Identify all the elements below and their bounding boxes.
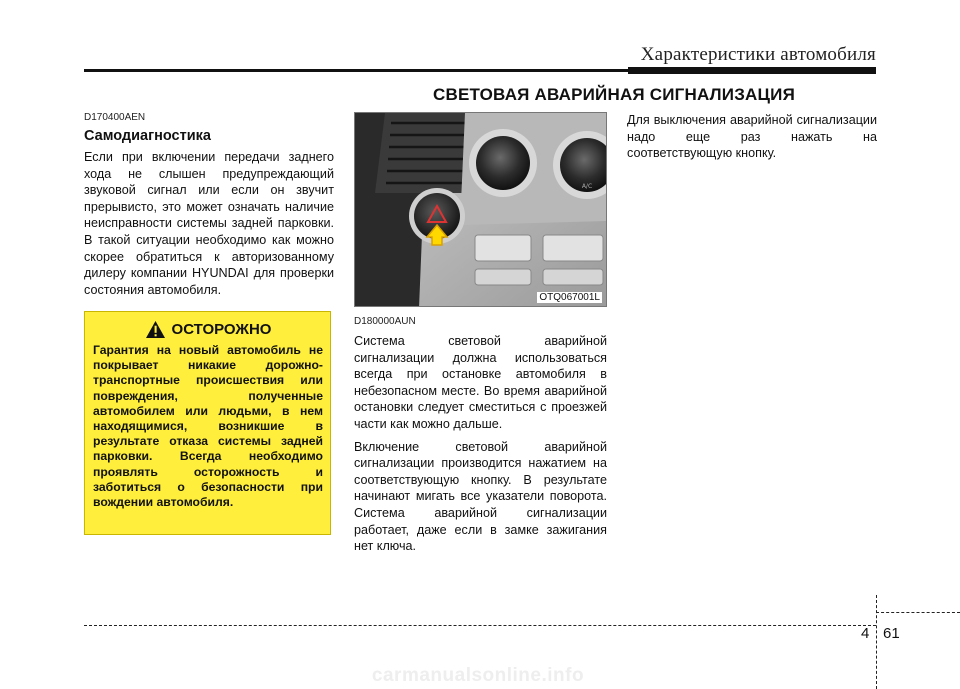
page-number: 61 — [883, 625, 900, 642]
dashboard-illustration — [355, 113, 607, 307]
header-rule-block — [628, 67, 876, 74]
warning-label: ОСТОРОЖНО — [171, 321, 272, 338]
header-title: Характеристики автомобиля — [640, 44, 876, 65]
hazard-off-paragraph: Для выключения аварийной сигнализации надо еще раз нажать на соответствующую кнопку. — [627, 113, 877, 161]
hazard-paragraph-1: Система световой аварийной сигнализации должна использоваться всегда при остановке автомобиля в небезопасном месте. Во время аварийной остановки следует сместиться с проезжей части как можно дальше. — [354, 334, 607, 431]
hazard-switch-figure — [354, 112, 607, 307]
warning-triangle-icon — [145, 320, 166, 339]
section-code-hazard: D180000AUN — [354, 316, 416, 327]
svg-text:A/C: A/C — [581, 183, 593, 190]
figure-caption: OTQ067001L — [539, 292, 600, 303]
self-diagnosis-paragraph: Если при включении передачи заднего хода не слышен предупреждающий звуковой сигнал или если он звучит прерывисто, это может означать наличие неисправности системы задней парковки. В такой ситуации необходимо как можно скорее обратиться к авторизованному дилеру компании HYUNDAI для проверки состояния автомобиля. — [84, 150, 334, 297]
section-code-self-diagnosis: D170400AEN — [84, 112, 146, 123]
warning-box — [84, 311, 331, 535]
footer-rule — [84, 625, 876, 626]
subtitle-self-diagnosis: Самодиагностика — [84, 128, 211, 144]
left-column — [84, 112, 334, 301]
section-title: СВЕТОВАЯ АВАРИЙНАЯ СИГНАЛИЗАЦИЯ — [432, 85, 795, 104]
warning-header — [93, 320, 323, 339]
footer-rule-right — [876, 612, 960, 613]
middle-column — [354, 316, 607, 558]
warning-text: Гарантия на новый автомобиль не покрывает никакие дорожно-транспортные происшествия или повреждения, полученные автомобилем или людьми, в нем находящимися, возникшие в результате отказа системы задней парковки. Всегда необходимо проявлять осторожность и заботиться о безопасности при вождении автомобиля. — [93, 343, 323, 510]
hazard-paragraph-2: Включение световой аварийной сигнализации производится нажатием на соответствующую кнопку. В результате начинают мигать все указатели поворота. Система аварийной сигнализации работает, даже если в замке зажигания нет ключа. — [354, 439, 607, 554]
chapter-number: 4 — [861, 625, 870, 642]
watermark: carmanualsonline.info — [371, 665, 585, 686]
right-column — [627, 112, 877, 165]
